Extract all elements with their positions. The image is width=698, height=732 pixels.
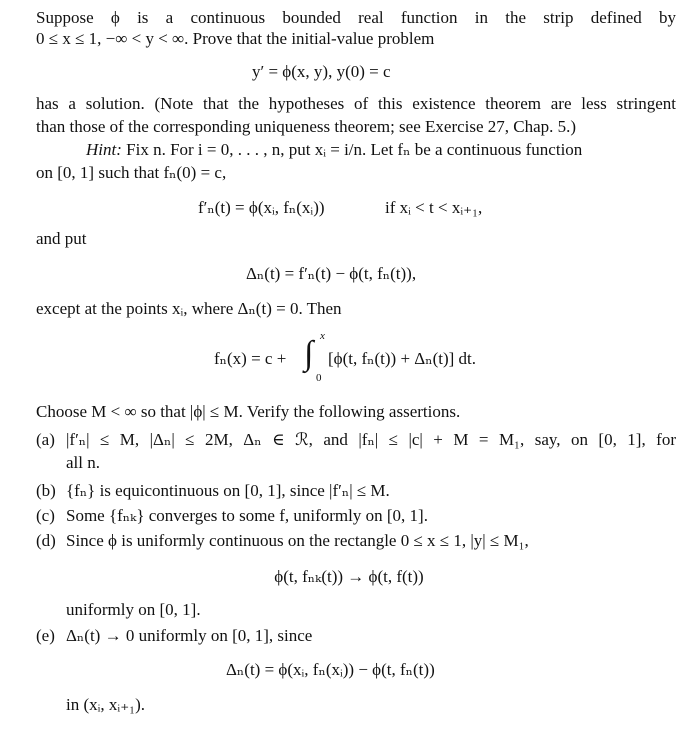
- hint-line-1-text: Fix n. For i = 0, . . . , n, put xᵢ = i/n. Let fₙ be a continuous function: [126, 140, 583, 159]
- problem-line-1: Suppose ϕ is a continuous bounded real function in the strip defined by: [36, 8, 676, 27]
- assertion-c-text: Some {fₙₖ} converges to some f, uniformly on [0, 1].: [66, 506, 428, 525]
- and-put-text: and put: [36, 229, 87, 248]
- integral-sign: ∫: [304, 335, 314, 372]
- derivative-condition: if xᵢ < t < xᵢ₊₁,: [385, 198, 483, 217]
- integral-upper-limit: x: [320, 330, 325, 342]
- assertion-a-line-1: |f′ₙ| ≤ M, |Δₙ| ≤ 2M, Δₙ ∈ ℛ, and |fₙ| ≤ |c| + M = M₁, say, on [0, 1], for: [66, 430, 676, 449]
- integral-rhs: [ϕ(t, fₙ(t)) + Δₙ(t)] dt.: [328, 349, 477, 368]
- derivative-equation: f′ₙ(t) = ϕ(xᵢ, fₙ(xᵢ)): [198, 198, 325, 217]
- assertion-e-label: (e): [36, 626, 55, 645]
- assertion-e-text: Δₙ(t) → 0 uniformly on [0, 1], since: [66, 626, 313, 645]
- integral-lhs: fₙ(x) = c +: [214, 349, 287, 368]
- assertion-d-label: (d): [36, 531, 56, 550]
- assertion-d-tail: uniformly on [0, 1].: [66, 600, 201, 619]
- hint-line-1: [86, 140, 582, 160]
- choose-m-line: Choose M < ∞ so that |ϕ| ≤ M. Verify the following assertions.: [36, 402, 461, 421]
- delta-equation: Δₙ(t) = f′ₙ(t) − ϕ(t, fₙ(t)),: [246, 264, 417, 283]
- assertion-b-text: {fₙ} is equicontinuous on [0, 1], since |f′ₙ| ≤ M.: [66, 481, 390, 500]
- problem-line-2: 0 ≤ x ≤ 1, −∞ < y < ∞. Prove that the initial-value problem: [36, 29, 435, 48]
- assertion-a-label: (a): [36, 430, 55, 449]
- integral-lower-limit: 0: [316, 372, 322, 384]
- assertion-c-label: (c): [36, 506, 55, 525]
- assertion-e-tail: in (xᵢ, xᵢ₊₁).: [66, 695, 146, 714]
- problem-line-3: has a solution. (Note that the hypotheses of this existence theorem are less stringent: [36, 94, 676, 113]
- delta-difference-equation: Δₙ(t) = ϕ(xᵢ, fₙ(xᵢ)) − ϕ(t, fₙ(t)): [226, 660, 435, 679]
- assertion-d-text: Since ϕ is uniformly continuous on the rectangle 0 ≤ x ≤ 1, |y| ≤ M₁,: [66, 531, 529, 550]
- problem-line-4: than those of the corresponding uniqueness theorem; see Exercise 27, Chap. 5.): [36, 117, 577, 136]
- hint-label: Hint:: [86, 140, 122, 159]
- convergence-equation: ϕ(t, fₙₖ(t)) → ϕ(t, f(t)): [274, 567, 424, 586]
- assertion-a-line-2: all n.: [66, 453, 100, 472]
- except-line: except at the points xᵢ, where Δₙ(t) = 0. Then: [36, 299, 342, 318]
- hint-line-2: on [0, 1] such that fₙ(0) = c,: [36, 163, 227, 182]
- assertion-b-label: (b): [36, 481, 56, 500]
- initial-value-equation: y′ = ϕ(x, y), y(0) = c: [252, 62, 391, 81]
